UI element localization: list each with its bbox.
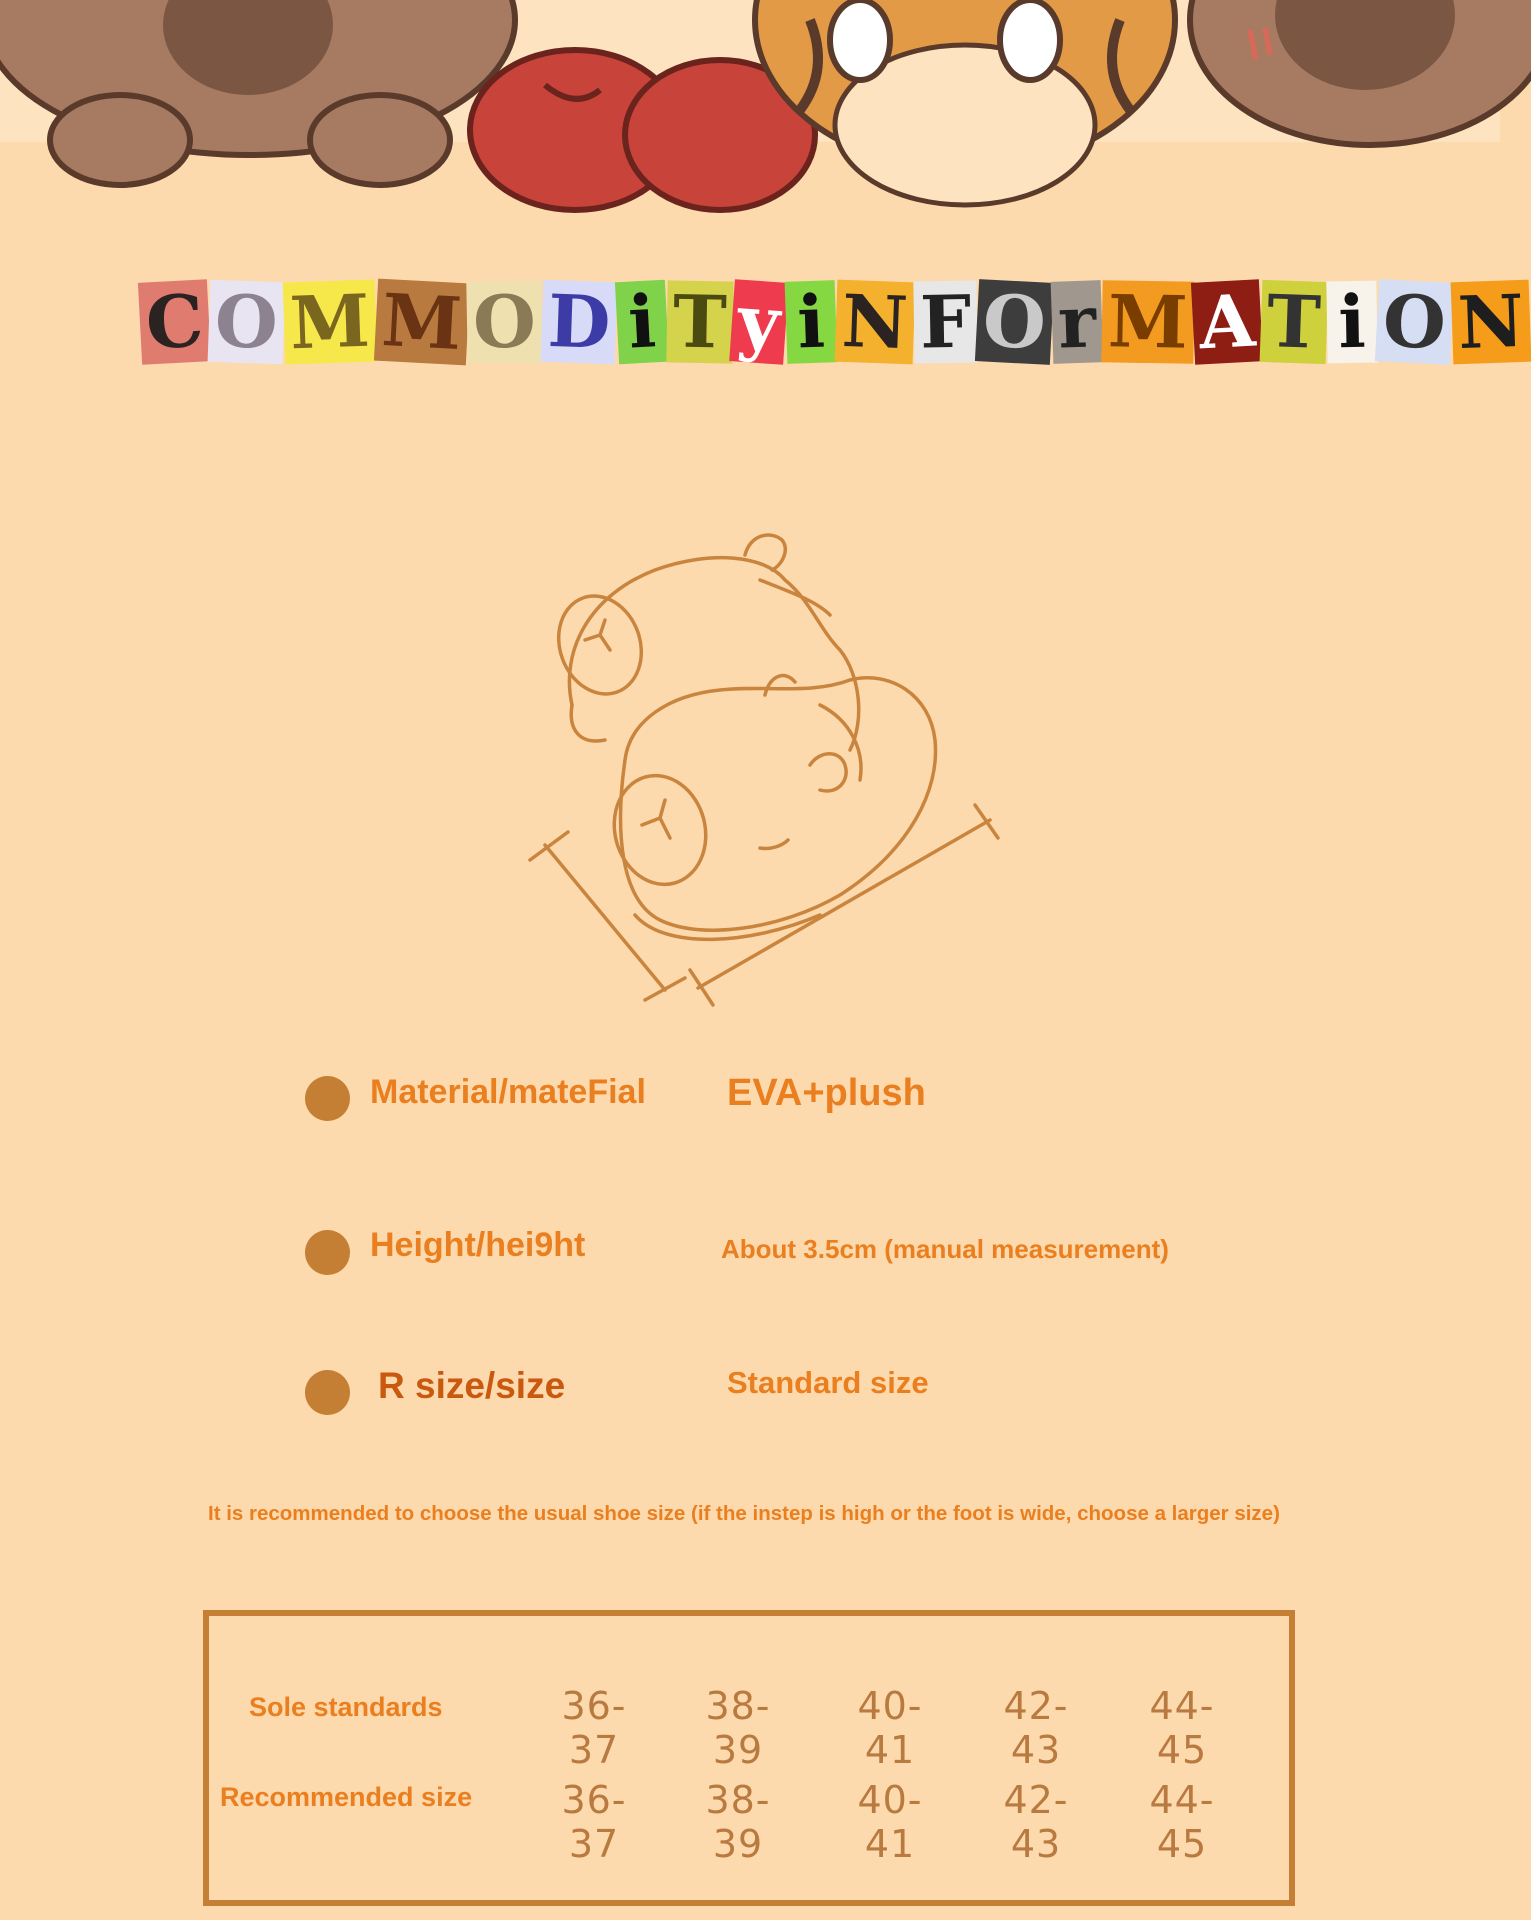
title-letter: N (835, 280, 916, 365)
title-letter: C (138, 279, 212, 365)
size-cell: 40-41 (857, 1778, 923, 1866)
size-cell: 40-41 (857, 1684, 923, 1772)
spec-value-material: EVA+plush (727, 1072, 926, 1114)
bullet-dot (305, 1230, 350, 1275)
title-letter: M (374, 279, 470, 366)
size-row-recommended (209, 1778, 1289, 1866)
size-row-sole (209, 1684, 1289, 1772)
title-letter: O (975, 279, 1054, 365)
size-row-label: Sole standards (249, 1692, 443, 1722)
title-word (140, 276, 786, 367)
title-letter: M (283, 279, 378, 364)
bullet-dot (305, 1370, 350, 1415)
slipper-drawing (520, 520, 1010, 1010)
spec-label-material: Material/mateFial (370, 1073, 646, 1111)
spec-label-height: Height/hei9ht (370, 1226, 586, 1264)
spec-row-height (300, 1226, 1300, 1286)
title-word (786, 277, 1529, 366)
size-recommendation-note: It is recommended to choose the usual shoe size (if the instep is high or the foot is wide, choose a larger size) (208, 1502, 1280, 1525)
size-cell: 44-45 (1149, 1684, 1215, 1772)
title-letter: y (729, 279, 788, 365)
title-letter: r (1050, 280, 1103, 364)
title-letter: i (614, 280, 668, 365)
commodity-information-title (140, 262, 1525, 382)
size-cell: 38-39 (705, 1778, 771, 1866)
size-row-label: Recommended size (220, 1782, 473, 1812)
title-letter: O (208, 280, 286, 365)
size-cell: 36-37 (561, 1684, 627, 1772)
title-letter: O (1375, 279, 1454, 365)
title-letter: i (1326, 281, 1377, 364)
spec-label-size: R size/size (378, 1365, 566, 1406)
title-letter: D (541, 280, 618, 365)
title-letter: O (467, 280, 543, 363)
size-cell: 44-45 (1149, 1778, 1215, 1866)
size-cell: 42-43 (1003, 1684, 1069, 1772)
title-letter: M (1101, 280, 1194, 364)
size-cell: 36-37 (561, 1778, 627, 1866)
title-letter: T (1260, 280, 1328, 364)
size-table (203, 1610, 1295, 1906)
capybara-illustration (0, 0, 1500, 142)
title-letter: F (913, 280, 978, 363)
header-banner (0, 0, 1500, 142)
spec-value-height: About 3.5cm (manual measurement) (721, 1234, 1169, 1264)
spec-value-size: Standard size (727, 1365, 929, 1400)
title-letter: A (1191, 279, 1263, 364)
title-letter: T (666, 280, 733, 363)
spec-row-size (300, 1365, 1300, 1425)
size-cell: 42-43 (1003, 1778, 1069, 1866)
bullet-dot (305, 1076, 350, 1121)
title-letter: N (1450, 280, 1531, 365)
size-cell: 38-39 (705, 1684, 771, 1772)
spec-row-material (300, 1073, 1300, 1133)
title-letter: i (785, 280, 838, 364)
